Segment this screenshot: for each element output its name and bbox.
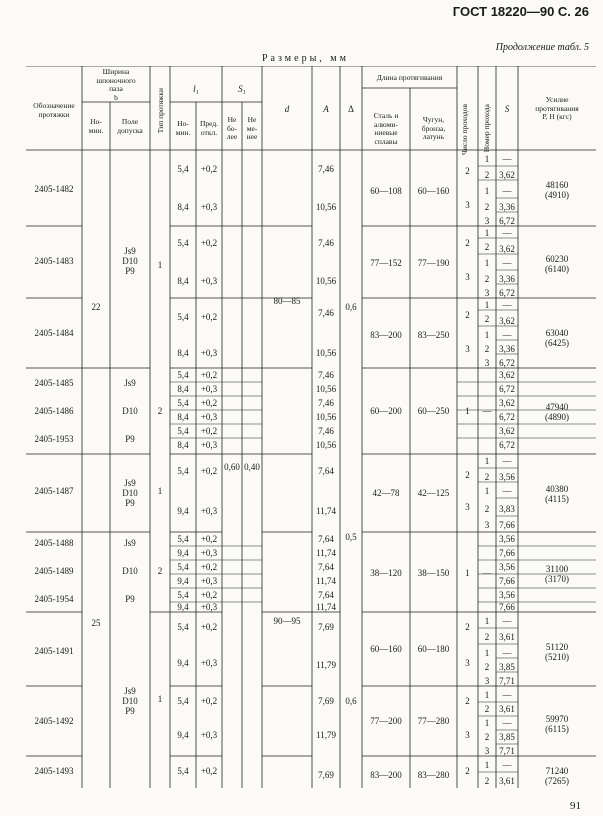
pass-no: 3 (484, 216, 490, 226)
col-s1: S₁ (238, 84, 246, 94)
l1-nom: 5,4 (177, 164, 189, 174)
s-cell: 3,62 (499, 170, 515, 180)
type-cell: 1 (157, 260, 163, 270)
l1-nom: 9,4 (177, 576, 189, 586)
a-cell: 7,46 (318, 398, 334, 408)
steel-cell: 38—120 (370, 568, 402, 578)
l1-dev: +0,2 (200, 562, 218, 572)
pass-no: 1 (484, 456, 490, 466)
col-width-nom: Но- мин. (88, 117, 104, 135)
s-cell: 3,83 (499, 504, 515, 514)
continuation-note: Продолжение табл. 5 (495, 42, 589, 53)
l1-nom: 5,4 (177, 312, 189, 322)
s-cell: 7,66 (499, 520, 515, 530)
s-cell: — (502, 760, 512, 770)
s-cell: — (502, 186, 512, 196)
designation-cell: 2405-1484 (34, 328, 74, 338)
tolerance-field: Js9 D10 P9 (122, 686, 138, 716)
l1-nom: 9,4 (177, 548, 189, 558)
pass-no: 1 (484, 690, 490, 700)
s-cell: 3,36 (499, 344, 515, 354)
designation-cell: 2405-1489 (34, 566, 74, 576)
passes-cell: 2 (465, 696, 470, 706)
s-cell: 3,56 (499, 534, 515, 544)
l1-nom: 8,4 (177, 384, 189, 394)
s-cell: — (502, 456, 512, 466)
pass-no: 1 (484, 760, 490, 770)
tolerance-field: Js9 (124, 538, 136, 548)
force-cell: 63040 (6425) (545, 328, 569, 348)
steel-cell: 60—108 (370, 186, 402, 196)
type-cell: 1 (157, 486, 163, 496)
tolerance-field: Js9 (124, 378, 136, 388)
tolerance-field: P9 (125, 434, 135, 444)
force-cell: 31100 (3170) (545, 564, 569, 584)
designation-cell: 2405-1482 (34, 184, 74, 194)
pass-no: 2 (484, 704, 490, 714)
pass-no: 1 (484, 718, 490, 728)
l1-nom: 9,4 (177, 602, 189, 612)
s-cell: — (502, 486, 512, 496)
passes-cell: 3 (465, 658, 470, 668)
pass-no: 1 (484, 486, 490, 496)
col-cast: Чугун, бронза, латунь (421, 115, 446, 141)
pass-no: 1 (484, 616, 490, 626)
s-cell: 3,85 (499, 662, 515, 672)
force-cell: 60230 (6140) (545, 254, 569, 274)
col-l1: l₁ (193, 84, 199, 94)
s-cell: 3,62 (499, 244, 515, 254)
s-cell: — (502, 718, 512, 728)
cast-cell: 60—250 (417, 406, 450, 416)
l1-dev: +0,2 (200, 590, 218, 600)
l1-dev: +0,2 (200, 164, 218, 174)
col-delta: Δ (348, 104, 354, 114)
s-cell: 7,71 (499, 746, 515, 756)
steel-cell: 60—160 (370, 644, 402, 654)
width-nom: 25 (91, 618, 101, 628)
s-cell: 6,72 (499, 412, 515, 422)
a-cell: 7,64 (318, 466, 334, 476)
a-cell: 10,56 (315, 202, 337, 212)
force-cell: 51120 (5210) (545, 642, 569, 662)
designation-cell: 2405-1953 (34, 434, 74, 444)
steel-cell: 83—200 (370, 770, 402, 780)
dimensions-caption: Размеры, мм (262, 53, 349, 64)
pass-no: 2 (484, 170, 490, 180)
pass-no: 2 (484, 202, 490, 212)
s-cell: 6,72 (499, 288, 515, 298)
s-cell: 3,85 (499, 732, 515, 742)
force-cell: 48160 (4910) (545, 180, 569, 200)
pass-no: 1 (484, 154, 490, 164)
delta-cell: 0,6 (345, 302, 357, 312)
passes-cell: 2 (465, 310, 470, 320)
a-cell: 7,64 (318, 534, 334, 544)
s-cell: — (502, 228, 512, 238)
pass-no: 1 (484, 186, 490, 196)
steel-cell: 77—152 (370, 258, 402, 268)
l1-dev: +0,3 (200, 276, 218, 286)
col-d: d (284, 104, 290, 114)
l1-dev: +0,2 (200, 622, 218, 632)
s-cell: — (502, 330, 512, 340)
steel-cell: 77—200 (370, 716, 402, 726)
a-cell: 7,46 (318, 370, 334, 380)
steel-cell: 60—200 (370, 406, 402, 416)
l1-dev: +0,3 (200, 658, 218, 668)
l1-nom: 5,4 (177, 766, 189, 776)
passes-cell: 1 (465, 406, 470, 416)
passes-cell: 3 (465, 200, 470, 210)
tolerance-field: P9 (125, 594, 135, 604)
l1-dev: +0,2 (200, 238, 218, 248)
tolerance-field: D10 (122, 406, 138, 416)
a-cell: 10,56 (315, 384, 337, 394)
l1-dev: +0,3 (200, 548, 218, 558)
designation-cell: 2405-1488 (34, 538, 74, 548)
s-cell: — (502, 258, 512, 268)
designation-cell: 2405-1486 (34, 406, 74, 416)
l1-nom: 9,4 (177, 506, 189, 516)
s-cell: 7,66 (499, 548, 515, 558)
s-cell: 3,61 (499, 776, 515, 786)
s-cell: 3,56 (499, 472, 515, 482)
tolerance-field: D10 (122, 566, 138, 576)
a-cell: 11,79 (316, 660, 336, 670)
a-cell: 7,69 (318, 622, 334, 632)
a-cell: 7,46 (318, 238, 334, 248)
designation-cell: 2405-1487 (34, 486, 74, 496)
pass-no: 1 (484, 648, 490, 658)
col-steel: Сталь и алюми- ниевые сплавы (373, 111, 399, 146)
cast-cell: 83—280 (417, 770, 450, 780)
col-width: Ширина шпоночного паза b (96, 67, 136, 102)
pass-no: 2 (484, 732, 490, 742)
a-cell: 11,74 (316, 602, 336, 612)
l1-dev: +0,2 (200, 696, 218, 706)
pass-no: 3 (484, 676, 490, 686)
designation-cell: 2405-1485 (34, 378, 74, 388)
a-cell: 7,69 (318, 770, 334, 780)
type-cell: 1 (157, 694, 163, 704)
force-cell: 71240 (7265) (545, 766, 569, 786)
cast-cell: 77—280 (417, 716, 450, 726)
s-cell: 3,56 (499, 562, 515, 572)
pass-no: 2 (484, 314, 490, 324)
force-cell: 40380 (4115) (545, 484, 569, 504)
passes-cell: 3 (465, 344, 470, 354)
s-cell: 3,36 (499, 274, 515, 284)
pass-no: 1 (484, 258, 490, 268)
a-cell: 11,74 (316, 576, 336, 586)
d-cell: 80—85 (273, 296, 301, 306)
s-cell: 7,66 (499, 576, 515, 586)
s-cell: — (502, 648, 512, 658)
l1-dev: +0,3 (200, 602, 218, 612)
pass-no: 2 (484, 632, 490, 642)
pass-no: 1 (484, 228, 490, 238)
passes-cell: 2 (465, 238, 470, 248)
pass-no: 2 (484, 662, 490, 672)
col-s1-min: Не бо- лее (226, 115, 238, 141)
l1-dev: +0,3 (200, 576, 218, 586)
s-cell: 3,36 (499, 202, 515, 212)
s-cell: 7,71 (499, 676, 515, 686)
l1-nom: 5,4 (177, 426, 189, 436)
designation-cell: 2405-1483 (34, 256, 74, 266)
s-cell: 6,72 (499, 440, 515, 450)
pass-no: 1 (484, 330, 490, 340)
col-tolerance: Поле допуска (117, 117, 143, 135)
a-cell: 10,56 (315, 412, 337, 422)
l1-dev: +0,3 (200, 730, 218, 740)
l1-dev: +0,2 (200, 466, 218, 476)
pass-no: 2 (484, 504, 490, 514)
steel-cell: 83—200 (370, 330, 402, 340)
force-cell: 47940 (4890) (545, 402, 569, 422)
pass-dash: — (482, 568, 492, 578)
s1-max: 0,40 (244, 462, 260, 472)
tolerance-field: Js9 D10 P9 (122, 478, 138, 508)
s-cell: 3,62 (499, 398, 515, 408)
cast-cell: 38—150 (417, 568, 450, 578)
s-cell: 3,61 (499, 632, 515, 642)
cast-cell: 60—160 (417, 186, 450, 196)
designation-cell: 2405-1493 (34, 766, 74, 776)
pass-no: 2 (484, 344, 490, 354)
passes-cell: 2 (465, 470, 470, 480)
passes-cell: 3 (465, 272, 470, 282)
l1-nom: 5,4 (177, 238, 189, 248)
s-cell: 6,72 (499, 358, 515, 368)
col-pass-no: Номер прохода (482, 104, 491, 153)
l1-dev: +0,2 (200, 370, 218, 380)
a-cell: 7,64 (318, 562, 334, 572)
col-a: A (323, 104, 329, 114)
s-cell: 3,61 (499, 704, 515, 714)
s-cell: — (502, 690, 512, 700)
s1-min: 0,60 (224, 462, 240, 472)
s-cell: — (502, 154, 512, 164)
l1-dev: +0,3 (200, 348, 218, 358)
s-cell: 3,62 (499, 370, 515, 380)
col-l1-dev: Пред. откл. (199, 119, 219, 137)
l1-dev: +0,3 (200, 202, 218, 212)
pass-no: 2 (484, 472, 490, 482)
pass-no: 3 (484, 358, 490, 368)
a-cell: 7,46 (318, 426, 334, 436)
a-cell: 10,56 (315, 348, 337, 358)
tolerance-field: Js9 D10 P9 (122, 246, 138, 276)
a-cell: 10,56 (315, 276, 337, 286)
designation-cell: 2405-1492 (34, 716, 74, 726)
type-cell: 2 (157, 566, 163, 576)
pass-no: 3 (484, 520, 490, 530)
passes-cell: 2 (465, 766, 470, 776)
col-passes: Число проходов (460, 104, 469, 156)
l1-dev: +0,3 (200, 440, 218, 450)
s-cell: 3,56 (499, 590, 515, 600)
s-cell: 6,72 (499, 384, 515, 394)
col-type: Тип протяжки (156, 88, 165, 134)
width-nom: 22 (91, 302, 101, 312)
passes-cell: 1 (465, 568, 470, 578)
col-s1-max: Не ме- нее (246, 115, 258, 141)
pass-dash: — (482, 406, 492, 416)
pass-no: 1 (484, 300, 490, 310)
l1-nom: 5,4 (177, 466, 189, 476)
cast-cell: 77—190 (417, 258, 450, 268)
l1-nom: 8,4 (177, 440, 189, 450)
l1-nom: 5,4 (177, 562, 189, 572)
a-cell: 7,46 (318, 308, 334, 318)
cast-cell: 60—180 (417, 644, 450, 654)
d-cell: 90—95 (273, 616, 301, 626)
designation-cell: 2405-1491 (34, 646, 74, 656)
l1-dev: +0,2 (200, 426, 218, 436)
page-number: 91 (570, 800, 581, 812)
l1-nom: 8,4 (177, 202, 189, 212)
s-cell: 6,72 (499, 216, 515, 226)
pass-no: 3 (484, 288, 490, 298)
col-force: Усилие протягивания Р, Н (кгс) (535, 95, 579, 121)
l1-dev: +0,3 (200, 412, 218, 422)
cast-cell: 42—125 (417, 488, 450, 498)
s-cell: — (502, 300, 512, 310)
col-l1-nom: Но- мин. (175, 119, 191, 137)
passes-cell: 2 (465, 622, 470, 632)
s-cell: — (502, 616, 512, 626)
l1-nom: 5,4 (177, 590, 189, 600)
s-cell: 3,62 (499, 426, 515, 436)
l1-nom: 8,4 (177, 412, 189, 422)
passes-cell: 3 (465, 502, 470, 512)
pass-no: 2 (484, 776, 490, 786)
steel-cell: 42—78 (372, 488, 400, 498)
l1-nom: 5,4 (177, 370, 189, 380)
a-cell: 11,74 (316, 548, 336, 558)
a-cell: 7,69 (318, 696, 334, 706)
delta-cell: 0,6 (345, 696, 357, 706)
l1-dev: +0,3 (200, 384, 218, 394)
type-cell: 2 (157, 406, 163, 416)
pass-no: 2 (484, 274, 490, 284)
l1-nom: 8,4 (177, 348, 189, 358)
s-cell: 3,62 (499, 316, 515, 326)
designation-cell: 2405-1954 (34, 594, 74, 604)
passes-cell: 3 (465, 730, 470, 740)
specification-table (26, 66, 596, 788)
l1-nom: 9,4 (177, 658, 189, 668)
col-designation: Обозначение протяжки (33, 101, 75, 119)
l1-nom: 5,4 (177, 696, 189, 706)
l1-nom: 9,4 (177, 730, 189, 740)
l1-dev: +0,2 (200, 312, 218, 322)
l1-nom: 8,4 (177, 276, 189, 286)
l1-dev: +0,3 (200, 506, 218, 516)
passes-cell: 2 (465, 166, 470, 176)
a-cell: 7,64 (318, 590, 334, 600)
l1-nom: 5,4 (177, 622, 189, 632)
cast-cell: 83—250 (417, 330, 450, 340)
l1-dev: +0,2 (200, 534, 218, 544)
l1-nom: 5,4 (177, 534, 189, 544)
pass-no: 2 (484, 242, 490, 252)
pass-no: 3 (484, 746, 490, 756)
s-cell: 7,66 (499, 602, 515, 612)
a-cell: 11,79 (316, 730, 336, 740)
standard-header: ГОСТ 18220—90 С. 26 (452, 4, 589, 19)
col-length: Длина протягивания (376, 73, 443, 82)
l1-dev: +0,2 (200, 766, 218, 776)
col-s: S (504, 104, 510, 114)
a-cell: 10,56 (315, 440, 337, 450)
l1-dev: +0,2 (200, 398, 218, 408)
a-cell: 7,46 (318, 164, 334, 174)
a-cell: 11,74 (316, 506, 336, 516)
force-cell: 59970 (6115) (545, 714, 569, 734)
l1-nom: 5,4 (177, 398, 189, 408)
delta-cell: 0,5 (345, 532, 357, 542)
